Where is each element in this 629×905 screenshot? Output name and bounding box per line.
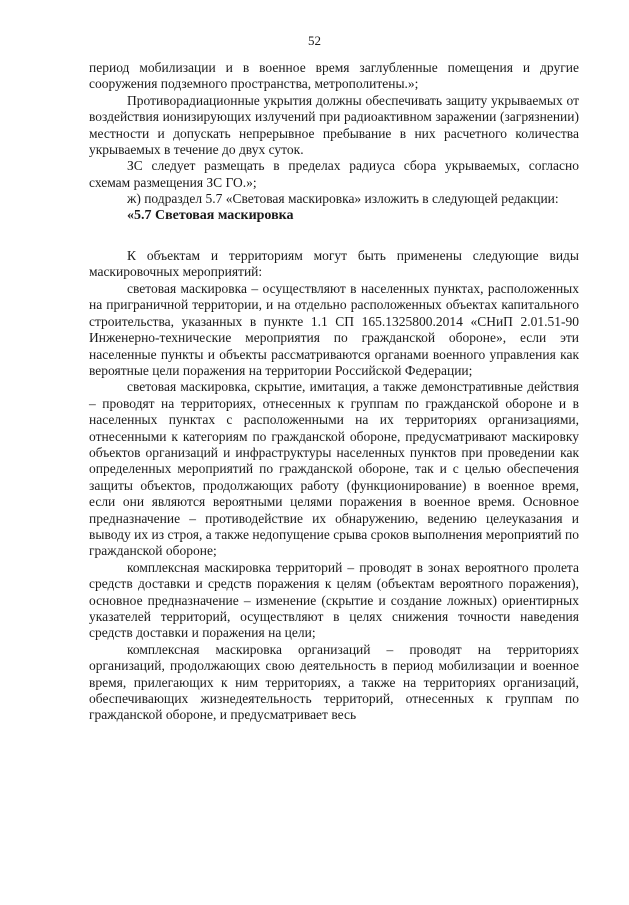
paragraph-continuation: период мобилизации и в военное время заглубленные помещения и другие сооружения подземного пространства, метрополитены.»;	[89, 60, 579, 92]
paragraph-zs-placement: ЗС следует размещать в пределах радиуса сбора укрываемых, согласно схемам размещения ЗС ГО.»;	[89, 158, 579, 190]
document-body	[89, 60, 579, 724]
page-number: 52	[308, 33, 321, 48]
paragraph-masking-types: К объектам и территориям могут быть применены следующие виды маскировочных мероприятий:	[89, 248, 579, 280]
paragraph-radiation-shelters: Противорадиационные укрытия должны обеспечивать защиту укрываемых от воздействия ионизирующих излучений при радиоактивном заражении (загрязнении) местности и допускать непрерывное пребывание в них расчетного количества укрываемых в течение до двух суток.	[89, 92, 579, 158]
section-heading: «5.7 Световая маскировка	[127, 207, 294, 223]
paragraph-complex-masking-territories: комплексная маскировка территорий – проводят в зонах вероятного пролета средств доставки и средств поражения к целям (объектам вероятного поражения), основное предназначение – изменение (скрытие и создание ложных) ориентирных указателей территорий, осуществляют в целях снижения точности наведения средств доставки и поражения на цели;	[89, 559, 579, 641]
paragraph-masking-imitation: световая маскировка, скрытие, имитация, а также демонстративные действия – проводят на территориях, отнесенных к группам по гражданской обороне и в населенных пунктах с расположенными на их территориях организациями, отнесенными к категориям по гражданской обороне, предусматривают маскировку объектов организаций и инфраструктуры населенных пунктов при проведении как определенных мероприятий по гражданской обороне, так и с целью обеспечения защиты объектов, продолжающих работу (функционирование) в военное время, если они являются вероятными целями поражения в военное время. Основное предназначение – противодействие их обнаружению, ведению целеуказания и выводу их из строя, а также недопущение срыва сроков выполнения мероприятий по гражданской обороне;	[89, 379, 579, 559]
spacer	[89, 224, 579, 248]
paragraph-light-masking: световая маскировка – осуществляют в населенных пунктах, расположенных на приграничной территории, и на отдельно расположенных объектах капитального строительства, указанных в пункте 1.1 СП 165.1325800.2014 «СНиП 2.01.51-90 Инженерно-технические мероприятия по гражданской обороне», если эти населенные пункты и объекты рассматриваются органами военного управления как вероятные цели поражения на территории Российской Федерации;	[89, 280, 579, 378]
paragraph-amendment-5-7: ж) подраздел 5.7 «Световая маскировка» изложить в следующей редакции:	[127, 191, 559, 207]
paragraph-complex-masking-organizations: комплексная маскировка организаций – проводят на территориях организаций, продолжающих свою деятельность в период мобилизации и военное время, прилегающих к ним территориях, а также на территориях организаций, обеспечивающих жизнедеятельность территорий, отнесенных к группам по гражданской обороне, и предусматривает весь	[89, 641, 579, 723]
